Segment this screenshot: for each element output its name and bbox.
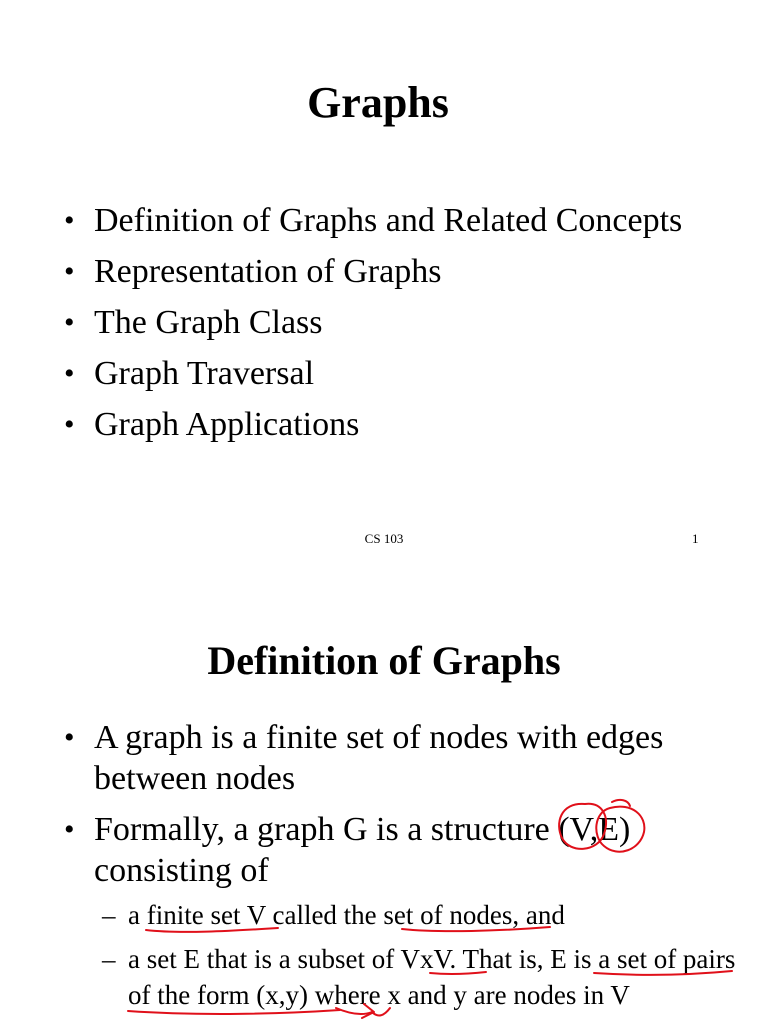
bullet-icon: • [64, 357, 75, 390]
bullet-icon: • [64, 408, 75, 441]
list-item [62, 809, 742, 1013]
sub-bullet-list [94, 897, 742, 1013]
list-item [62, 353, 742, 394]
sub-list-item [94, 941, 742, 1013]
list-item [62, 200, 742, 241]
bullet-icon: • [64, 204, 75, 237]
sub-bullet-text: a finite set V called the set of nodes, and [128, 900, 565, 930]
footer-course-label: CS 103 [364, 531, 404, 546]
bullet-icon: • [64, 255, 75, 288]
list-item [62, 251, 742, 292]
bullet-icon: • [64, 721, 75, 754]
dash-icon: – [102, 900, 116, 930]
dash-icon: – [102, 944, 116, 974]
bullet-text: The Graph Class [94, 304, 323, 341]
bullet-text: Formally, a graph G is a structure (V,E) consisting of [94, 811, 631, 889]
list-item [62, 404, 742, 445]
bullet-icon: • [64, 306, 75, 339]
slide-title: Graphs [307, 78, 449, 127]
bullet-text: A graph is a finite set of nodes with edges between nodes [94, 719, 664, 797]
bullet-text: Representation of Graphs [94, 253, 442, 290]
page-number: 1 [692, 531, 699, 546]
slide-2 [0, 576, 768, 1024]
bullet-icon: • [64, 813, 75, 846]
bullet-text: Definition of Graphs and Related Concepts [94, 202, 683, 239]
sub-bullet-text: a set E that is a subset of VxV. That is, E is a set of pairs of the form (x,y) where x and y are nodes in V [128, 944, 736, 1010]
bullet-text: Graph Applications [94, 406, 360, 443]
list-item [62, 717, 742, 799]
list-item [62, 302, 742, 343]
sub-list-item [94, 897, 742, 933]
slide-title: Definition of Graphs [207, 638, 561, 683]
bullet-list [62, 200, 742, 455]
bullet-text: Graph Traversal [94, 355, 315, 392]
bullet-list [62, 717, 742, 1023]
